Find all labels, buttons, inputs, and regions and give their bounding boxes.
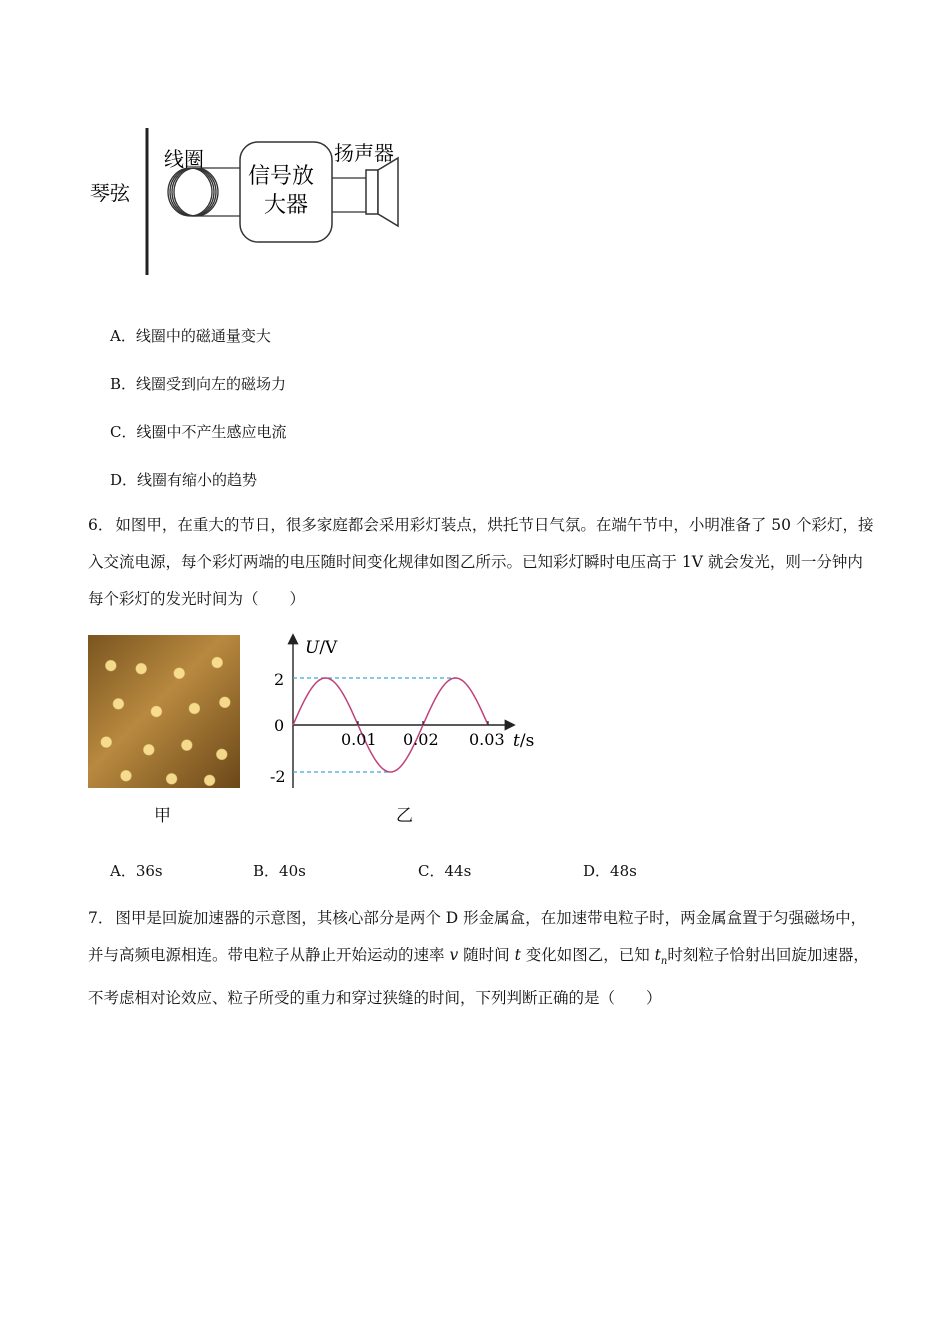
voltage-time-chart bbox=[265, 630, 545, 800]
wire-to-speaker bbox=[332, 178, 366, 212]
coil-icon bbox=[168, 168, 240, 216]
q7-var-tn: t bbox=[654, 946, 661, 964]
q6-option-c: C．44s bbox=[418, 862, 472, 880]
q7-text-2: 随时间 bbox=[458, 946, 515, 964]
y-tick-neg2: -2 bbox=[270, 767, 286, 786]
q7-question bbox=[88, 900, 878, 1017]
x-axis-label: t/s bbox=[513, 731, 535, 751]
fig-a-caption: 甲 bbox=[154, 806, 171, 826]
x-tick-003: 0.03 bbox=[469, 730, 505, 749]
q6-option-b: B．40s bbox=[253, 862, 306, 880]
q6-number: 6． bbox=[88, 516, 114, 534]
q7-text-1: 图甲是回旋加速器的示意图，其核心部分是两个 D 形金属盒，在加速带电粒子时，两金属盒置于匀强磁场中，并与高频电源相连。带电粒子从静止开始运动的速率 bbox=[88, 909, 867, 964]
amplifier-box bbox=[240, 142, 332, 242]
fig-b-caption: 乙 bbox=[396, 806, 413, 826]
q6-text: 如图甲，在重大的节日，很多家庭都会采用彩灯装点，烘托节日气氛。在端午节中，小明准备了 50 个彩灯，接入交流电源，每个彩灯两端的电压随时间变化规律如图乙所示。已知彩灯瞬时电压高于 1V 就会发光，则一分钟内每个彩灯的发光时间为（ ） bbox=[88, 516, 874, 608]
q7-var-tn-sub: n bbox=[660, 956, 668, 968]
q6-option-d: D．48s bbox=[583, 862, 637, 880]
speaker-icon bbox=[366, 158, 398, 226]
q7-text-3: 变化如图乙，已知 bbox=[520, 946, 655, 964]
q7-text-4: 时刻粒子恰射出回旋加速器，不考虑相对论效应、粒子所受的重力和穿过狭缝的时间，下列判断正确的是（ ） bbox=[88, 946, 869, 1008]
q5-option-c: C．线圈中不产生感应电流 bbox=[110, 423, 287, 441]
q6-question bbox=[88, 507, 878, 618]
q7-var-t: t bbox=[514, 946, 521, 964]
x-tick-001: 0.01 bbox=[341, 730, 377, 749]
y-axis-label: U/V bbox=[305, 638, 338, 658]
q7-var-v: v bbox=[449, 946, 459, 964]
y-tick-2: 2 bbox=[274, 670, 285, 689]
q5-option-d: D．线圈有缩小的趋势 bbox=[110, 471, 258, 489]
q6-option-a: A．36s bbox=[110, 862, 163, 880]
coil-label: 线圈 bbox=[164, 147, 204, 171]
q5-option-b: B．线圈受到向左的磁场力 bbox=[110, 375, 287, 393]
speaker-label: 扬声器 bbox=[334, 141, 394, 165]
string-lights-photo bbox=[88, 635, 240, 788]
q5-option-a: A．线圈中的磁通量变大 bbox=[110, 327, 271, 345]
amplifier-label-2: 大器 bbox=[264, 193, 309, 218]
amplifier-label-1: 信号放 bbox=[248, 164, 315, 189]
guitar-pickup-diagram bbox=[80, 120, 420, 290]
x-tick-002: 0.02 bbox=[403, 730, 439, 749]
q7-number: 7． bbox=[88, 909, 114, 927]
y-tick-0: 0 bbox=[274, 716, 285, 735]
string-label: 琴弦 bbox=[90, 181, 130, 205]
